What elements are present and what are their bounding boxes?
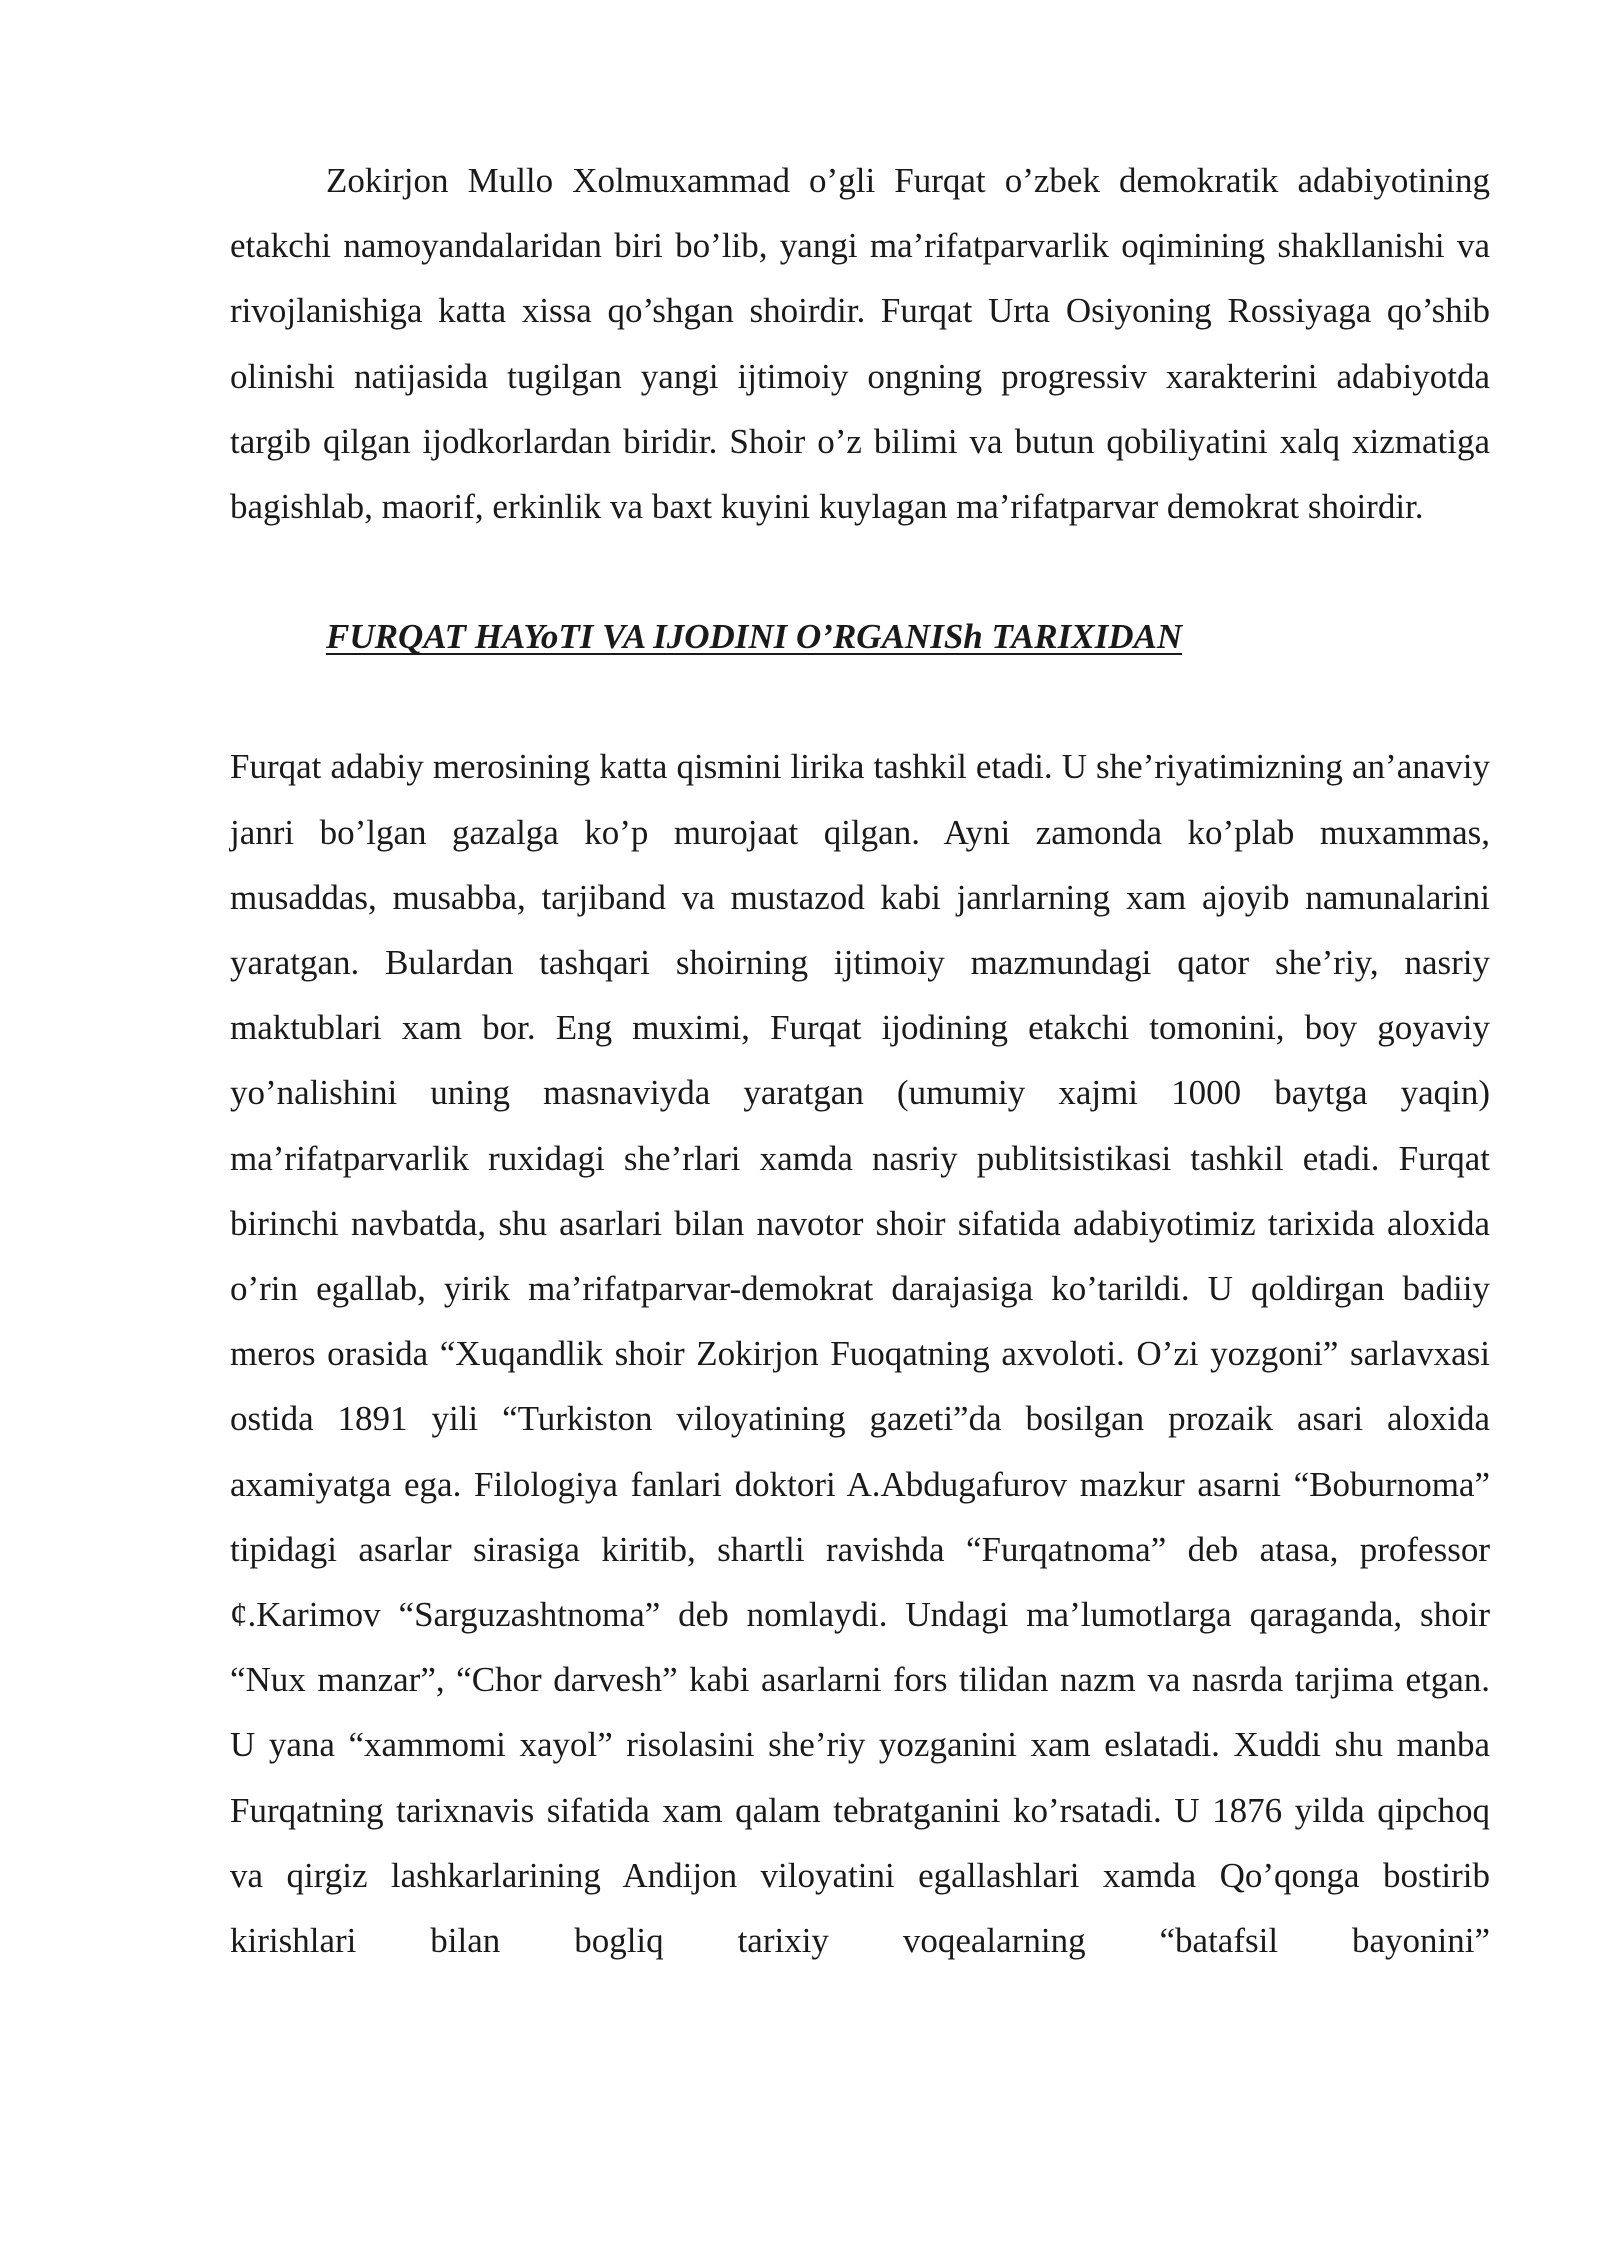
section-heading: FURQAT HAYoTI VA IJODINI O’RGANISh TARIXIDAN	[326, 617, 1183, 657]
body-paragraph: Furqat adabiy merosining katta qismini lirika tashkil etadi. U she’riyatimizning an’anaviy janri bo’lgan gazalga ko’p murojaat qilgan. Ayni zamonda ko’plab muxammas, musaddas, musabba, tarjiband va mustazod kabi janrlarning xam ajoyib namunalarini yaratgan. Bulardan tashqari shoirning ijtimoiy mazmundagi qator she’riy, nasriy maktublari xam bor. Eng muximi, Furqat ijodining etakchi tomonini, boy goyaviy yo’nalishini uning masnaviyda yaratgan (umumiy xajmi 1000 baytga yaqin) ma’rifatparvarlik ruxidagi she’rlari xamda nasriy publitsistikasi tashkil etadi. Furqat birinchi navbatda, shu asarlari bilan navotor shoir sifatida adabiyotimiz tarixida aloxida o’rin egallab, yirik ma’rifatparvar-demokrat darajasiga ko’tarildi. U qoldirgan badiiy meros orasida “Xuqandlik shoir Zokirjon Fuoqatning axvoloti. O’zi yozgoni” sarlavxasi ostida 1891 yili “Turkiston viloyatining gazeti”da bosilgan prozaik asari aloxida axamiyatga ega. Filologiya fanlari doktori A.Abdugafurov mazkur asarni “Boburnoma” tipidagi asarlar sirasiga kiritib, shartli ravishda “Furqatnoma” deb atasa, professor ¢.Karimov “Sarguzashtnoma” deb nomlaydi. Undagi ma’lumotlarga qaraganda, shoir “Nux manzar”, “Chor darvesh” kabi asarlarni fors tilidan nazm va nasrda tarjima etgan. U yana “xammomi xayol” risolasini she’riy yozganini xam eslatadi. Xuddi shu manba Furqatning tarixnavis sifatida xam qalam tebratganini ko’rsatadi. U 1876 yilda qipchoq va qirgiz lashkarlarining Andijon viloyatini egallashlari xamda Qo’qonga bostirib kirishlari bilan bogliq tarixiy voqealarning “batafsil bayonini”	[230, 747, 1490, 1961]
document-body	[230, 148, 1490, 1973]
intro-paragraph: Zokirjon Mullo Xolmuxammad o’gli Furqat o’zbek demokratik adabiyotining etakchi namoyandalaridan biri bo’lib, yangi ma’rifatparvarlik oqimining shakllanishi va rivojlanishiga katta xissa qo’shgan shoirdir. Furqat Urta Osiyoning Rossiyaga qo’shib olinishi natijasida tugilgan yangi ijtimoiy ongning progressiv xarakterini adabiyotda targib qilgan ijodkorlardan biridir. Shoir o’z bilimi va butun qobiliyatini xalq xizmatiga bagishlab, maorif, erkinlik va baxt kuyini kuylagan ma’rifatparvar demokrat shoirdir.	[230, 161, 1490, 527]
